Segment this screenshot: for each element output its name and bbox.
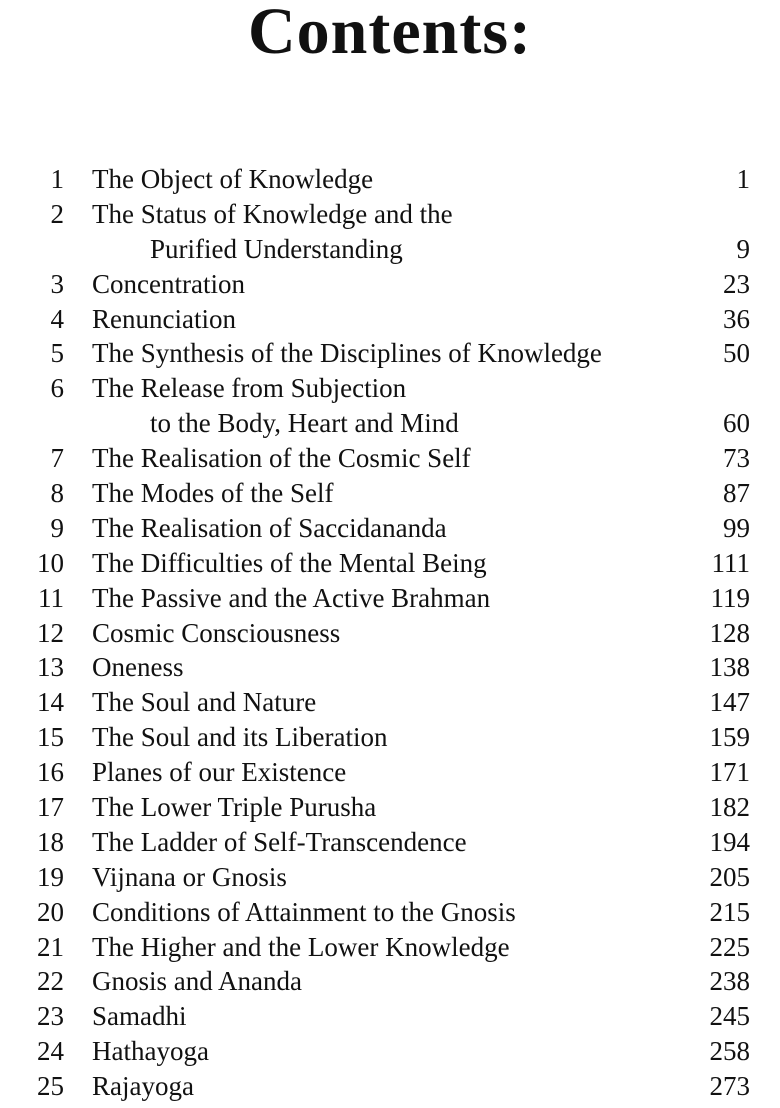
toc-entry (0, 162, 780, 197)
toc-entry (0, 999, 780, 1034)
chapter-title: Vijnana or Gnosis (92, 861, 287, 892)
chapter-number: 1 (50, 164, 64, 194)
toc-entry (0, 825, 780, 860)
chapter-title: Renunciation (92, 303, 236, 334)
toc-entry (0, 336, 780, 371)
chapter-title: The Difficulties of the Mental Being (92, 547, 487, 578)
page-number: 138 (709, 652, 750, 683)
chapter-title: The Realisation of the Cosmic Self (92, 443, 471, 474)
chapter-number: 18 (37, 826, 64, 857)
chapter-number: 8 (50, 478, 64, 509)
toc-entry (0, 790, 780, 825)
toc-entry (0, 755, 780, 790)
page-title: Contents: (248, 0, 532, 68)
chapter-number: 5 (50, 338, 64, 369)
chapter-title: to the Body, Heart and Mind (150, 408, 459, 439)
page-number: 238 (709, 966, 750, 997)
toc-entry (0, 650, 780, 685)
toc-entry (0, 302, 780, 337)
chapter-title: Oneness (92, 652, 184, 683)
toc-entry (0, 1069, 780, 1104)
chapter-number: 21 (37, 931, 64, 962)
toc-entry (0, 720, 780, 755)
chapter-title: Hathayoga (92, 1036, 209, 1067)
chapter-number: 7 (50, 443, 64, 474)
page-number: 215 (709, 896, 750, 927)
chapter-title: The Soul and Nature (92, 687, 317, 718)
chapter-title: The Status of Knowledge and the (92, 198, 453, 229)
toc-entry (0, 441, 780, 476)
chapter-number: 10 (37, 547, 64, 578)
page-number: 73 (723, 443, 750, 474)
chapter-number: 15 (37, 722, 64, 753)
chapter-number: 14 (37, 687, 64, 718)
chapter-number: 11 (38, 582, 64, 613)
chapter-title: Planes of our Existence (92, 757, 347, 788)
chapter-number: 25 (37, 1071, 64, 1102)
toc-entry (0, 511, 780, 546)
toc-entry (0, 685, 780, 720)
chapter-number: 19 (37, 861, 64, 892)
chapter-title: Concentration (92, 268, 245, 299)
chapter-number: 23 (37, 1001, 64, 1032)
page-number: 182 (709, 792, 750, 823)
toc-entry (0, 267, 780, 302)
toc-entry (0, 930, 780, 965)
page-number: 128 (709, 617, 750, 648)
chapter-title: The Soul and its Liberation (92, 722, 388, 753)
toc-entry (0, 1034, 780, 1069)
chapter-number: 2 (50, 198, 64, 229)
page-number: 9 (736, 233, 750, 264)
chapter-title: The Synthesis of the Disciplines of Knowledge (92, 338, 602, 369)
chapter-title: Rajayoga (92, 1071, 194, 1102)
chapter-title: The Release from Subjection (92, 373, 407, 404)
chapter-number: 6 (50, 373, 64, 404)
table-of-contents (0, 162, 780, 1104)
chapter-number: 4 (50, 303, 64, 334)
chapter-title: Purified Understanding (150, 233, 403, 264)
chapter-number: 3 (50, 268, 64, 299)
chapter-number: 12 (37, 617, 64, 648)
page-number: 119 (710, 582, 750, 613)
chapter-title: The Lower Triple Purusha (92, 792, 377, 823)
page-number: 258 (709, 1036, 750, 1067)
page-number: 245 (709, 1001, 750, 1032)
page-number: 225 (709, 931, 750, 962)
chapter-number: 17 (37, 792, 64, 823)
chapter-number: 20 (37, 896, 64, 927)
chapter-number: 13 (37, 652, 64, 683)
toc-entry (0, 476, 780, 511)
chapter-number: 9 (50, 512, 64, 543)
chapter-title: The Realisation of Saccidananda (92, 512, 447, 543)
page-number: 159 (709, 722, 750, 753)
chapter-title: Cosmic Consciousness (92, 617, 341, 648)
toc-entry (0, 197, 780, 232)
chapter-number: 22 (37, 966, 64, 997)
chapter-title: The Higher and the Lower Knowledge (92, 931, 510, 962)
page-number: 171 (709, 757, 750, 788)
page-number: 99 (723, 512, 750, 543)
page-number: 111 (711, 547, 750, 578)
chapter-title: The Ladder of Self-Transcendence (92, 826, 467, 857)
chapter-title: The Passive and the Active Brahman (92, 582, 491, 613)
toc-entry (0, 964, 780, 999)
chapter-number: 24 (37, 1036, 64, 1067)
page-number: 50 (723, 338, 750, 369)
chapter-title: Conditions of Attainment to the Gnosis (92, 896, 516, 927)
page-number: 273 (709, 1071, 750, 1102)
chapter-title: Samadhi (92, 1001, 187, 1032)
chapter-title: The Modes of the Self (92, 478, 334, 509)
page-number: 205 (709, 861, 750, 892)
page-number: 23 (723, 268, 750, 299)
page-number: 87 (723, 478, 750, 509)
toc-entry (0, 371, 780, 406)
toc-entry-continuation (0, 406, 780, 441)
toc-entry (0, 895, 780, 930)
toc-entry (0, 581, 780, 616)
page-number: 1 (736, 164, 750, 194)
toc-entry-continuation (0, 232, 780, 267)
chapter-number: 16 (37, 757, 64, 788)
chapter-title: The Object of Knowledge (92, 164, 374, 194)
toc-entry (0, 860, 780, 895)
page-number: 147 (709, 687, 750, 718)
chapter-title: Gnosis and Ananda (92, 966, 302, 997)
page-number: 36 (723, 303, 750, 334)
toc-entry (0, 616, 780, 651)
page-number: 60 (723, 408, 750, 439)
toc-entry (0, 546, 780, 581)
page-number: 194 (709, 826, 750, 857)
